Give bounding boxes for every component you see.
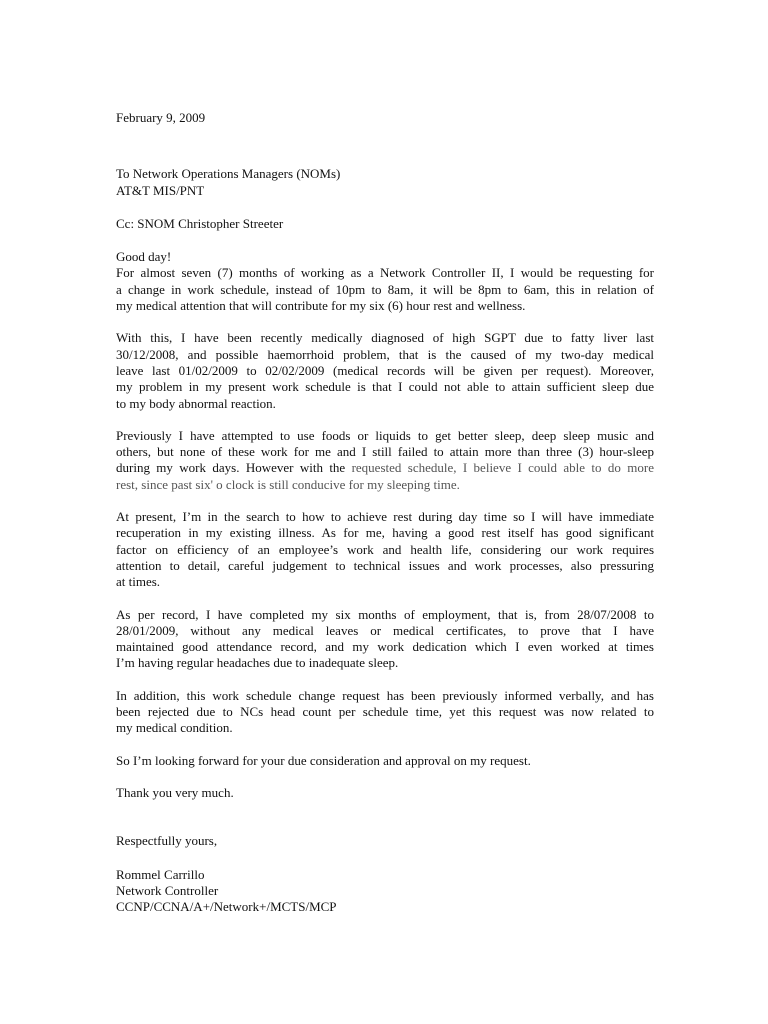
signature-certifications: CCNP/CCNA/A+/Network+/MCTS/MCP	[116, 899, 337, 915]
paragraph-line-part: during my work days. However with the	[116, 460, 352, 476]
recipient-company: AT&T MIS/PNT	[116, 182, 205, 198]
paragraph-looking-forward: So I’m looking forward for your due consideration and approval on my request.	[116, 752, 531, 768]
paragraph-line: At present, I’m in the search to how to achieve rest during day time so I will have immediate	[116, 509, 654, 525]
letter-body	[116, 110, 654, 915]
paragraph-sleep-attempts	[116, 428, 654, 493]
letter-date: February 9, 2009	[116, 110, 206, 125]
paragraph-line: rest, since past six' o clock is still conducive for my sleeping time.	[116, 476, 460, 492]
paragraph-line-part-grey: requested schedule, I believe I could able to do more	[351, 460, 654, 476]
paragraph-line: In addition, this work schedule change request has been previously informed verbally, and has	[116, 687, 654, 703]
paragraph-line: my medical condition.	[116, 720, 233, 736]
paragraph-line: Previously I have attempted to use foods or liquids to get better sleep, deep sleep music and	[116, 427, 654, 443]
recipient-line: To Network Operations Managers (NOMs)	[116, 166, 341, 182]
paragraph-rest	[116, 509, 654, 590]
paragraph-previous-request	[116, 688, 654, 737]
paragraph-line: a change in work schedule, instead of 10pm to 8am, it will be 8pm to 6am, this in relation of	[116, 281, 654, 297]
paragraph-line: at times.	[116, 574, 161, 590]
paragraph-line: others, but none of these work for me and I still failed to attain more than three (3) hour-sleep	[116, 444, 654, 460]
signature-title: Network Controller	[116, 882, 219, 898]
signature-name: Rommel Carrillo	[116, 866, 205, 882]
paragraph-line: my problem in my present work schedule is that I could not able to attain sufficient sleep due	[116, 379, 654, 395]
paragraph-line: leave last 01/02/2009 to 02/02/2009 (medical records will be given per request). Moreover,	[116, 362, 654, 378]
paragraph-record	[116, 607, 654, 672]
paragraph-line: been rejected due to NCs head count per schedule time, yet this request was now related to	[116, 704, 654, 720]
thanks-line: Thank you very much.	[116, 784, 234, 800]
paragraph-line: factor on efficiency of an employee’s work and health life, considering our work requires	[116, 541, 654, 557]
paragraph-line: For almost seven (7) months of working as a Network Controller II, I would be requesting for	[116, 265, 654, 281]
paragraph-line: to my body abnormal reaction.	[116, 395, 276, 411]
paragraph-line: As per record, I have completed my six months of employment, that is, from 28/07/2008 to	[116, 606, 654, 622]
paragraph-line: attention to detail, careful judgement to technical issues and work processes, also pressuring	[116, 557, 654, 573]
cc-line: Cc: SNOM Christopher Streeter	[116, 215, 284, 231]
paragraph-line: I’m having regular headaches due to inadequate sleep.	[116, 655, 399, 671]
paragraph-line: With this, I have been recently medically diagnosed of high SGPT due to fatty liver last	[116, 330, 654, 346]
paragraph-line: 30/12/2008, and possible haemorrhoid problem, that is the caused of my two-day medical	[116, 346, 654, 362]
paragraph-schedule-request	[116, 265, 654, 314]
paragraph-diagnosis	[116, 330, 654, 411]
closing-line: Respectfully yours,	[116, 833, 218, 849]
greeting: Good day!	[116, 249, 172, 265]
paragraph-line: 28/01/2009, without any medical leaves or medical certificates, to prove that I have	[116, 622, 654, 638]
paragraph-line: recuperation in my existing illness. As for me, having a good rest itself has good significant	[116, 525, 654, 541]
paragraph-line: my medical attention that will contribute for my six (6) hour rest and wellness.	[116, 298, 526, 314]
paragraph-line-mixed	[116, 460, 654, 476]
paragraph-line: maintained good attendance record, and my work dedication which I even worked at times	[116, 639, 654, 655]
